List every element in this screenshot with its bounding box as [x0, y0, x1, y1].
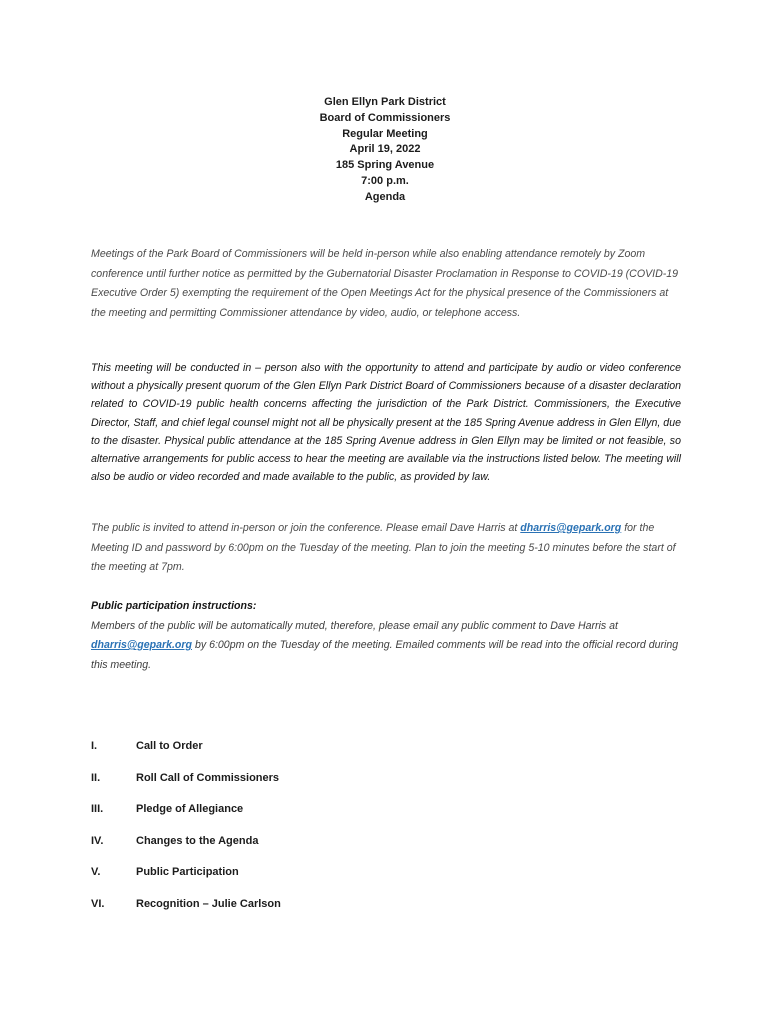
agenda-item-title: Call to Order	[136, 740, 203, 752]
header-date: April 19, 2022	[349, 143, 421, 156]
agenda-item-number: IV.	[91, 834, 104, 847]
public-invitation	[91, 519, 681, 578]
header-address: 185 Spring Avenue	[335, 159, 435, 172]
instructions-text-after: by 6:00pm on the Tuesday of the meeting. Emailed comments will be read into the official record during this meeting.	[91, 639, 679, 671]
instructions-email-link[interactable]: dharris@gepark.org	[91, 639, 192, 651]
meeting-header	[0, 95, 770, 206]
agenda-item-number: V.	[91, 866, 101, 879]
agenda-item-number: I.	[91, 740, 98, 752]
agenda-item	[91, 895, 591, 927]
agenda-item	[91, 800, 591, 832]
agenda-item-title: Public Participation	[136, 866, 239, 879]
agenda-item-title: Changes to the Agenda	[136, 834, 259, 847]
header-board: Board of Commissioners	[319, 111, 451, 124]
header-time: 7:00 p.m.	[361, 174, 409, 187]
agenda-item	[91, 769, 591, 801]
remote-attendance-notice: Meetings of the Park Board of Commissioners will be held in-person while also enabling attendance remotely by Zoom conference until further notice as permitted by the Gubernatorial Disaster Proclamation in Response to COVID-19 (COVID-19 Executive Order 5) exempting the requirement of the Open Meetings Act for the physical presence of the Commissioners at the meeting and permitting Commissioner attendance by video, audio, or telephone access.	[91, 248, 679, 319]
invite-text-after: for the Meeting ID and password by 6:00pm on the Tuesday of the meeting. Plan to join the meeting 5-10 minutes before the start of the meeting at 7pm.	[91, 522, 676, 573]
agenda-item-title: Pledge of Allegiance	[136, 803, 244, 816]
instructions-heading: Public participation instructions:	[91, 600, 257, 612]
header-agenda-label: Agenda	[364, 190, 406, 203]
agenda-item-number: II.	[91, 771, 101, 784]
agenda-list	[91, 737, 591, 927]
agenda-item	[91, 737, 591, 769]
header-organization: Glen Ellyn Park District	[324, 96, 446, 108]
header-meeting-type: Regular Meeting	[342, 127, 428, 140]
agenda-item-number: III.	[91, 803, 104, 816]
agenda-item	[91, 863, 591, 895]
meeting-conduct-statement: This meeting will be conducted in – person also with the opportunity to attend and participate by audio or video conference without a physically present quorum of the Glen Ellyn Park District Board of Commissioners because of a disaster declaration related to COVID-19 public health concerns affecting the jurisdiction of the Park District. Commissioners, the Executive Director, Staff, and chief legal counsel might not all be physically present at the 185 Spring Avenue address in Glen Ellyn, due to the disaster. Physical public attendance at the 185 Spring Avenue address in Glen Ellyn may be limited or not feasible, so alternative arrangements for public access to hear the meeting are available via the instructions listed below. The meeting will also be audio or video recorded and made available to the public, as provided by law.	[91, 362, 681, 484]
agenda-item-title: Roll Call of Commissioners	[136, 771, 280, 784]
participation-instructions	[91, 597, 681, 675]
agenda-item-number: VI.	[91, 897, 105, 910]
invite-text-before: The public is invited to attend in-person or join the conference. Please email Dave Harris at	[91, 522, 521, 534]
agenda-item-title: Recognition – Julie Carlson	[136, 897, 281, 910]
invite-email-link[interactable]: dharris@gepark.org	[520, 522, 622, 534]
instructions-text-before: Members of the public will be automatically muted, therefore, please email any public comment to Dave Harris at	[91, 619, 618, 632]
agenda-item	[91, 832, 591, 864]
